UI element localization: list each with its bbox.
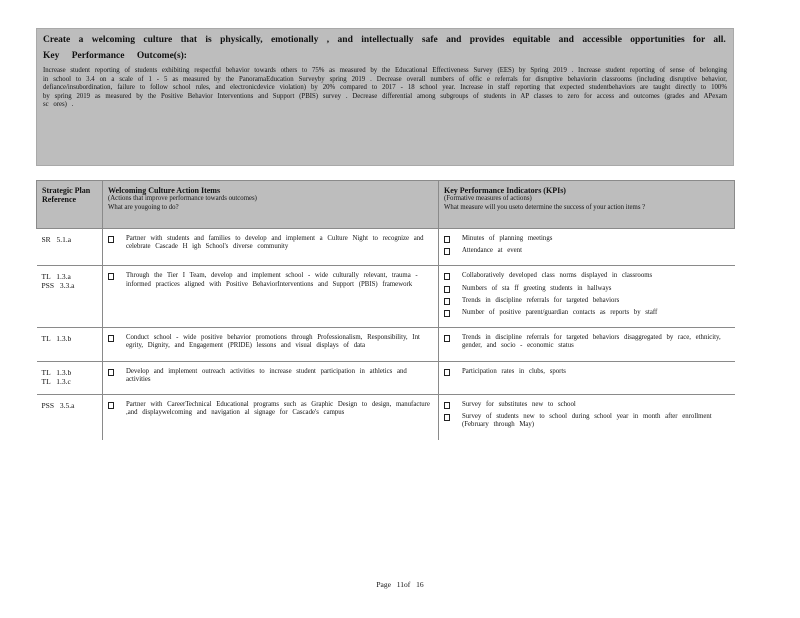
ref-cell [37, 361, 103, 394]
bullet-box-icon [444, 236, 450, 243]
bullet-box-icon [108, 236, 114, 243]
table-row [37, 395, 735, 440]
kpi-cell [439, 361, 735, 394]
ref-cell [37, 229, 103, 266]
plan-reference: TL 1.3.c [41, 376, 71, 386]
header-kpi-sub2: What measure will you useto determine the success of your action items ? [444, 203, 646, 211]
header-items-sub2: What are yougoing to do? [108, 203, 179, 211]
list-item [444, 368, 730, 376]
table-header-row [37, 181, 735, 229]
list-item [444, 401, 730, 409]
bullet-box-icon [444, 286, 450, 293]
table-row [37, 361, 735, 394]
kpi-text: Numbers of sta ff greeting students in hallways [462, 284, 612, 292]
list-item [444, 247, 730, 255]
list-item [444, 413, 730, 429]
list-item [444, 285, 730, 293]
plan-reference: TL 1.3.b [41, 367, 72, 377]
list-item [108, 272, 433, 288]
header-ref-label: Strategic Plan Reference [42, 186, 91, 204]
list-item [108, 334, 433, 350]
kpi-text: Attendance at event [462, 247, 522, 255]
list-item [444, 297, 730, 305]
ref-cell [37, 395, 103, 440]
page-number: Page 11of 16 [376, 580, 424, 589]
kpo-heading: Key Performance Outcome(s): [43, 51, 187, 61]
kpi-text: Trends in discipline referrals for targeted behaviors [462, 296, 620, 304]
plan-reference: TL 1.3.a [41, 272, 71, 282]
action-item-text: Develop and implement outreach activities to increase student participation in athletics and activities [126, 367, 407, 383]
ref-cell [37, 266, 103, 328]
kpi-cell [439, 328, 735, 361]
header-items-sub1: (Actions that improve performance towards outcomes) [108, 195, 257, 202]
action-items-cell [103, 266, 439, 328]
bullet-box-icon [444, 310, 450, 317]
bullet-box-icon [444, 414, 450, 421]
header-kpi-sub1: (Formative measures of actions) [444, 195, 532, 202]
bullet-box-icon [444, 335, 450, 342]
action-items-cell [103, 395, 439, 440]
header-kpis [439, 181, 735, 229]
bullet-box-icon [108, 273, 114, 280]
kpi-text: Collaboratively developed class norms displayed in classrooms [462, 272, 653, 280]
plan-reference: SR 5.1.a [41, 235, 72, 244]
list-item [444, 272, 730, 280]
action-items-cell [103, 361, 439, 394]
bullet-box-icon [444, 369, 450, 376]
list-item [444, 309, 730, 317]
list-item [108, 235, 433, 251]
action-item-text: Through the Tier I Team, develop and implement school - wide culturally relevant, trauma - informed practices aligned with Positive BehaviorInterventions and Support (PBIS) framework [126, 272, 418, 288]
action-items-cell [103, 229, 439, 266]
kpi-text: Number of positive parent/guardian contacts as reports by staff [462, 309, 658, 317]
bullet-box-icon [108, 369, 114, 376]
plan-reference: PSS 3.3.a [41, 281, 75, 291]
list-item [444, 334, 730, 350]
action-item-text: Partner with CareerTechnical Educational programs such as Graphic Design to design, manufacture ,and displaywelcoming and navigation al signage for Cascade's campus [126, 401, 430, 417]
plan-reference: PSS 3.5.a [41, 401, 75, 411]
list-item [444, 235, 730, 243]
kpo-text: Increase student reporting of students exhibiting respectful behavior towards others to 75% as measured by the Educational Effectiveness Survey (EES) by Spring 2019 . Increase student reporting of sense of belonging in school to 3.4 on a scale of 1 - 5 as measured by the PanoramaEducation Surveyby spring 2019 . Decrease overall numbers of offic e referrals for disruptive behaviorin classrooms (including disruptive behavior, defiance/insubordination, failure to follow school rules, and electronicdevice violation) by 20% compared to 2017 - 18 school year. Increase in staff reporting that expected studentbehaviors are taught directly to 100% by spring 2019 as measured by the Positive Behavior Interventions and Support (PBIS) survey . Decrease differential among subgroups of students in AP classes to zero for access and outcomes (grades and APexam sc ores) . [43, 67, 727, 109]
bullet-box-icon [108, 335, 114, 342]
bullet-box-icon [108, 402, 114, 409]
plan-reference: TL 1.3.b [41, 334, 72, 344]
header-strategic-plan-reference [37, 181, 103, 229]
header-items-title: Welcoming Culture Action Items [108, 186, 221, 195]
goal-title: Create a welcoming culture that is physically, emotionally , and intellectually safe and provides equitable and accessible opportunities for all. [43, 35, 726, 45]
bullet-box-icon [444, 298, 450, 305]
list-item [108, 368, 433, 384]
action-item-text: Partner with students and families to develop and implement a Culture Night to recognize and celebrate Cascade H igh School's diverse community [126, 235, 424, 251]
action-item-text: Conduct school - wide positive behavior promotions through Professionalism, Responsibility, Int egrity, Dignity, and Engagement (PRIDE) lessons and visual displays of data [126, 334, 420, 350]
kpi-cell [439, 395, 735, 440]
table-row [37, 328, 735, 361]
ref-cell [37, 328, 103, 361]
list-item [108, 401, 433, 417]
kpi-text: Trends in discipline referrals for targeted behaviors disaggregated by race, ethnicity, gender, and socio - economic status [462, 334, 721, 350]
action-plan-table [36, 180, 735, 440]
bullet-box-icon [444, 273, 450, 280]
header-kpi-title: Key Performance Indicators (KPIs) [444, 186, 566, 195]
bullet-box-icon [444, 248, 450, 255]
kpi-cell [439, 229, 735, 266]
kpi-text: Survey of students new to school during school year in month after enrollment (February through May) [462, 413, 712, 429]
table-row [37, 266, 735, 328]
goal-box [36, 28, 734, 166]
kpi-text: Survey for substitutes new to school [462, 401, 576, 409]
kpi-text: Minutes of planning meetings [462, 235, 553, 242]
kpi-cell [439, 266, 735, 328]
header-action-items [103, 181, 439, 229]
table-row [37, 229, 735, 266]
action-items-cell [103, 328, 439, 361]
bullet-box-icon [444, 402, 450, 409]
kpi-text: Participation rates in clubs, sports [462, 367, 566, 375]
